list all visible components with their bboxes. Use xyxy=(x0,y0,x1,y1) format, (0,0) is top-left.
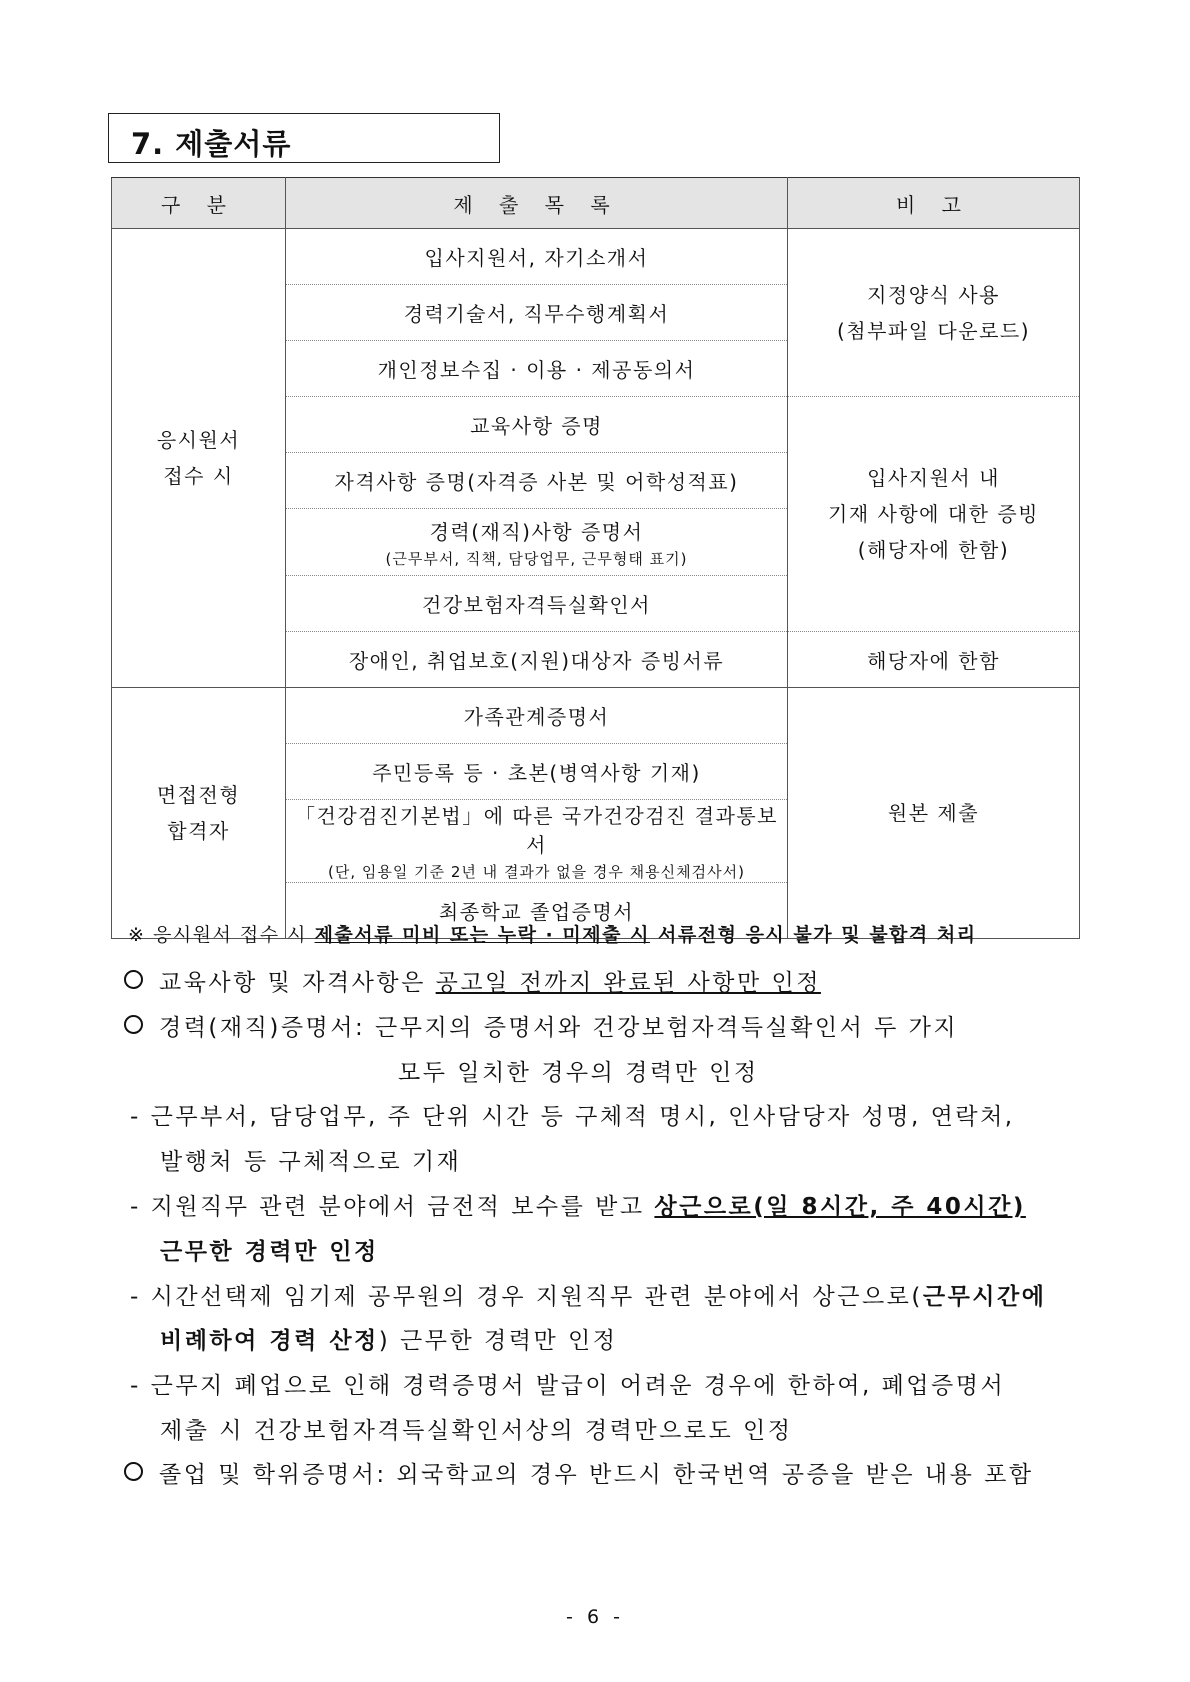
header-documents: 제 출 목 록 xyxy=(286,178,788,229)
document-item: 입사지원서, 자기소개서 xyxy=(286,229,788,285)
bullet-career: 경력(재직)증명서: 근무지의 증명서와 건강보험자격득실확인서 두 가지 xyxy=(124,1009,958,1042)
document-item: 교육사항 증명 xyxy=(286,397,788,453)
dash-item-3: - 시간선택제 임기제 공무원의 경우 지원직무 관련 분야에서 상근으로(근무시간에 xyxy=(130,1284,1047,1310)
circle-bullet-icon xyxy=(124,970,143,989)
table-header-row xyxy=(112,178,1080,229)
document-item: 경력(재직)사항 증명서 (근무부서, 직책, 담당업무, 근무형태 표기) xyxy=(286,509,788,576)
dash-item-4: - 근무지 폐업으로 인해 경력증명서 발급이 어려운 경우에 한하여, 폐업증명서 xyxy=(130,1373,1006,1399)
remark-applicable: 해당자에 한함 xyxy=(788,632,1080,688)
remark-template: 지정양식 사용 (첨부파일 다운로드) xyxy=(788,229,1080,397)
notice-line: ※ 응시원서 접수 시 제출서류 미비 또는 누락 · 미제출 시 서류전형 응시 불가 및 불합격 처리 xyxy=(128,924,977,946)
circle-bullet-icon xyxy=(124,1462,143,1481)
document-item: 가족관계증명서 xyxy=(286,688,788,744)
document-item: 최종학교 졸업증명서 xyxy=(286,883,788,939)
document-item: 장애인, 취업보호(지원)대상자 증빙서류 xyxy=(286,632,788,688)
document-item: 개인정보수집 · 이용 · 제공동의서 xyxy=(286,341,788,397)
header-category: 구 분 xyxy=(112,178,286,229)
circle-bullet-icon xyxy=(124,1015,143,1034)
dash-item-1: - 근무부서, 담당업무, 주 단위 시간 등 구체적 명시, 인사담당자 성명, 연락처, xyxy=(130,1104,1015,1130)
documents-table xyxy=(111,177,1080,939)
page-number: - 6 - xyxy=(566,1606,624,1628)
dash-item-1-cont: 발행처 등 구체적으로 기재 xyxy=(160,1149,462,1175)
section-title-box xyxy=(108,113,500,163)
dash-item-4-cont: 제출 시 건강보험자격득실확인서상의 경력만으로도 인정 xyxy=(160,1418,793,1444)
dash-item-2-cont: 근무한 경력만 인정 xyxy=(160,1239,379,1265)
dash-item-3-cont: 비례하여 경력 산정) 근무한 경력만 인정 xyxy=(160,1328,618,1354)
remark-proof: 입사지원서 내 기재 사항에 대한 증빙 (해당자에 한함) xyxy=(788,397,1080,632)
remark-original: 원본 제출 xyxy=(788,688,1080,939)
document-item: 경력기술서, 직무수행계획서 xyxy=(286,285,788,341)
bullet-education: 교육사항 및 자격사항은 공고일 전까지 완료된 사항만 인정 xyxy=(124,964,821,997)
category-application: 응시원서 접수 시 xyxy=(112,229,286,688)
section-title: 7. 제출서류 xyxy=(131,127,292,161)
bullet-career-cont: 모두 일치한 경우의 경력만 인정 xyxy=(398,1060,759,1086)
category-interview: 면접전형 합격자 xyxy=(112,688,286,939)
bullet-graduation: 졸업 및 학위증명서: 외국학교의 경우 반드시 한국번역 공증을 받은 내용 포함 xyxy=(124,1456,1034,1489)
table-row xyxy=(112,229,1080,285)
document-item: 「건강검진기본법」에 따른 국가건강검진 결과통보서 (단, 임용일 기준 2년 내 결과가 없을 경우 채용신체검사서) xyxy=(286,800,788,883)
dash-item-2: - 지원직무 관련 분야에서 금전적 보수를 받고 상근으로(일 8시간, 주 40시간) xyxy=(130,1194,1026,1220)
document-item: 자격사항 증명(자격증 사본 및 어학성적표) xyxy=(286,453,788,509)
document-item: 주민등록 등 · 초본(병역사항 기재) xyxy=(286,744,788,800)
document-item: 건강보험자격득실확인서 xyxy=(286,576,788,632)
header-remarks: 비 고 xyxy=(788,178,1080,229)
table-row xyxy=(112,688,1080,744)
